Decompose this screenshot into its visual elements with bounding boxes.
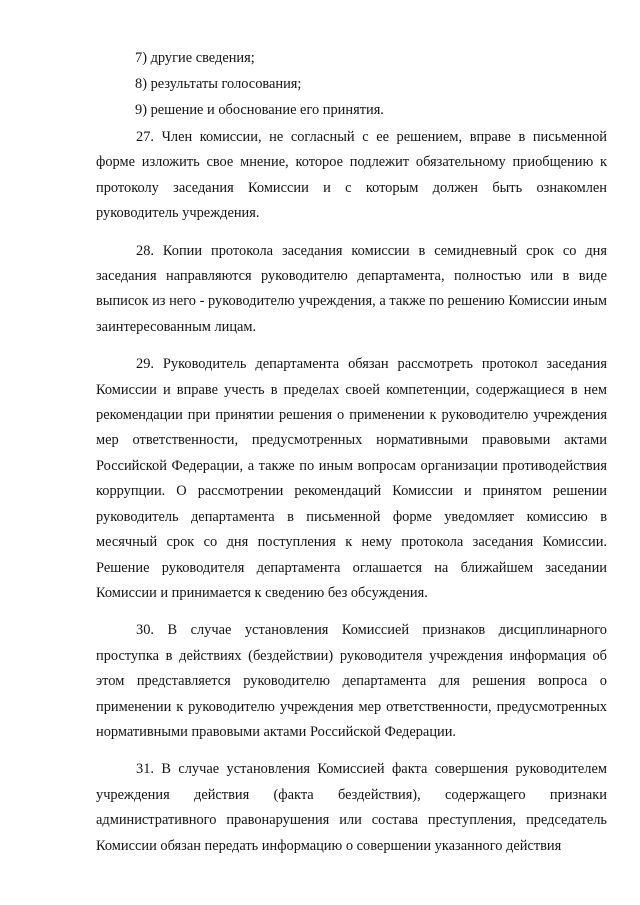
paragraph-28: 28. Копии протокола заседания комиссии в семидневный срок со дня заседания направляются руководителю департамента, полностью или в виде выписок из него - руководителю учреждения, а также по решению Комиссии иным заинтересованным лицам. — [96, 242, 607, 335]
paragraph-29: 29. Руководитель департамента обязан рассмотреть протокол заседания Комиссии и вправе учесть в пределах своей компетенции, содержащиеся в нем рекомендации при принятии решения о применении к руководителю учреждения мер ответственности, предусмотренных нормативными правовыми актами Российской Федерации, а также по иным вопросам организации противодействия коррупции. О рассмотрении рекомендаций Комиссии и принятом решении руководитель департамента в письменной форме уведомляет комиссию в месячный срок со дня поступления к нему протокола заседания Комиссии. Решение руководителя департамента оглашается на ближайшем заседании Комиссии и принимается к сведению без обсуждения. — [96, 356, 607, 601]
list-item-8: 8) результаты голосования; — [135, 76, 302, 92]
document-body — [96, 45, 607, 859]
paragraph-27: 27. Член комиссии, не согласный с ее решением, вправе в письменной форме изложить свое мнение, которое подлежит обязательному приобщению к протоколу заседания Комиссии и с которым должен быть ознакомлен руководитель учреждения. — [96, 129, 607, 222]
paragraph-31: 31. В случае установления Комиссией факта совершения руководителем учреждения действия (факта бездействия), содержащего признаки административного правонарушения или состава преступления, председатель Комиссии обязан передать информацию о совершении указанного действия — [96, 761, 607, 854]
paragraph-30: 30. В случае установления Комиссией признаков дисциплинарного проступка в действиях (бездействии) руководителя учреждения информация об этом представляется руководителю департамента для решения вопроса о применении к руководителю учреждения мер ответственности, предусмотренных нормативными правовыми актами Российской Федерации. — [96, 622, 607, 740]
list-item-7: 7) другие сведения; — [135, 50, 255, 66]
list-item-9: 9) решение и обоснование его принятия. — [135, 102, 384, 118]
